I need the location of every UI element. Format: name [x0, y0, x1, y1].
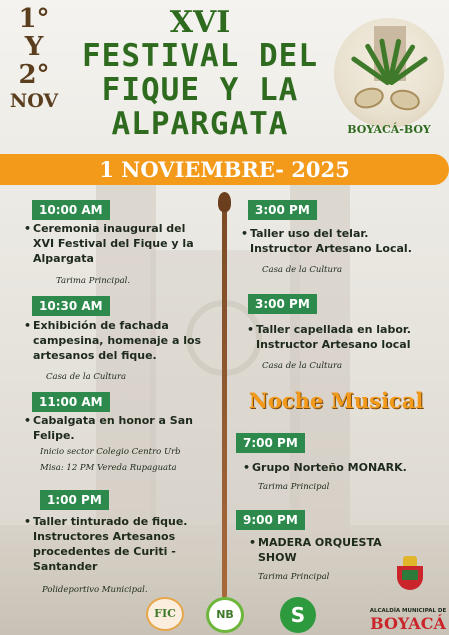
event-location: Tarima Principal.: [56, 276, 131, 286]
title-line-1: FESTIVAL DEL: [82, 38, 318, 74]
time-badge: 11:00 AM: [32, 392, 110, 412]
time-badge: 1:00 PM: [40, 490, 109, 510]
time-badge: 3:00 PM: [248, 200, 317, 220]
time-badge: 10:00 AM: [32, 200, 110, 220]
date-day-two: 2°: [18, 60, 50, 90]
divider-stick-head: [218, 192, 231, 212]
event-location: Tarima Principal: [258, 572, 330, 582]
time-badge: 10:30 AM: [32, 296, 110, 316]
time-badge: 3:00 PM: [248, 294, 317, 314]
event-description: • Taller tinturado de fique. Instructores Artesanos procedentes de Curiti - Santander: [24, 515, 188, 573]
event-location: Inicio sector Colegio Centro Urb: [40, 447, 181, 457]
event-description: • MADERA ORQUESTA SHOW: [249, 536, 382, 564]
festival-title: [60, 5, 340, 142]
edition-number: XVI: [169, 5, 231, 40]
event-description: • Exhibición de fachada campesina, homenaje a los artesanos del fique.: [24, 319, 202, 362]
event-description: • Ceremonia inaugural del XVI Festival del Fique y la Alpargata: [24, 222, 194, 265]
event-location: Casa de la Cultura: [46, 372, 127, 382]
title-line-3: ALPARGATA: [111, 106, 289, 142]
event-location: Polideportivo Municipal.: [42, 585, 148, 595]
noche-musical-heading: Noche Musical: [248, 388, 424, 413]
time-badge: 7:00 PM: [236, 433, 305, 453]
alcaldia-name: BOYACÁ: [370, 614, 446, 633]
date-connector: Y: [24, 32, 44, 62]
date-day-one: 1°: [18, 4, 50, 34]
event-location: Tarima Principal: [258, 482, 330, 492]
event-description: • Grupo Norteño MONARK.: [243, 461, 407, 474]
festival-logo: [334, 18, 444, 128]
event-location: Casa de la Cultura: [262, 361, 343, 371]
time-badge: 9:00 PM: [236, 510, 305, 530]
event-location-mass: Misa: 12 PM Vereda Rupaguata: [40, 463, 177, 473]
date-month: NOV: [9, 90, 59, 112]
event-description: • Cabalgata en honor a San Felipe.: [24, 414, 193, 442]
boyaca-shield-icon: [395, 556, 425, 604]
festival-dates: [6, 6, 62, 111]
divider-stick: [222, 198, 227, 598]
nb-logo: NB: [206, 597, 244, 633]
s-logo: S: [280, 597, 316, 633]
title-line-2: FIQUE Y LA: [101, 72, 299, 108]
logo-label: BOYACÁ-BOY: [347, 123, 431, 136]
event-location: Casa de la Cultura: [262, 265, 343, 275]
alcaldia-label: ALCALDÍA MUNICIPAL DE: [369, 608, 447, 614]
date-banner: 1 NOVIEMBRE- 2025: [0, 154, 449, 185]
event-description: • Taller capellada en labor. Instructor Artesano local: [247, 323, 411, 351]
fic-logo: FIC: [146, 597, 184, 631]
event-description: • Taller uso del telar. Instructor Artesano Local.: [241, 227, 412, 255]
